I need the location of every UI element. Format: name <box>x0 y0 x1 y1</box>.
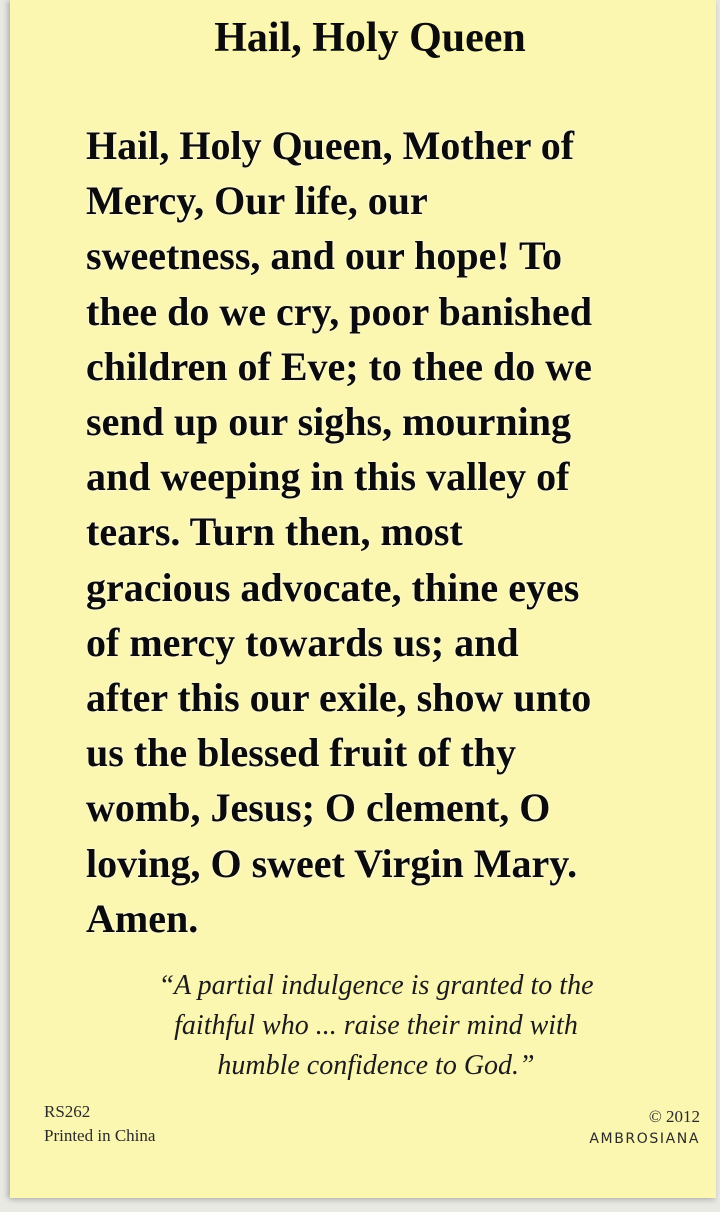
prayer-line: loving, O sweet Virgin Mary. <box>86 840 578 886</box>
prayer-line: Hail, Holy Queen, Mother of <box>86 123 575 168</box>
indulgence-quote <box>70 966 682 1086</box>
printed-in-label: Printed in China <box>44 1126 156 1145</box>
prayer-line: Amen. <box>86 895 199 941</box>
prayer-line: tears. Turn then, most <box>86 509 463 555</box>
prayer-line: thee do we cry, poor banished <box>86 288 592 334</box>
product-code: RS262 <box>44 1102 91 1121</box>
publisher-name: AMBROSIANA <box>589 1131 700 1147</box>
prayer-line: sweetness, and our hope! To <box>86 233 563 279</box>
prayer-line: children of Eve; to thee do we <box>86 343 592 389</box>
prayer-line: send up our sighs, mourning <box>86 399 571 445</box>
prayer-line: gracious advocate, thine eyes <box>86 564 580 610</box>
prayer-title: Hail, Holy Queen <box>214 15 526 61</box>
prayer-card <box>10 0 716 1198</box>
prayer-line: us the blessed fruit of thy <box>86 730 517 776</box>
prayer-line: of mercy towards us; and <box>86 619 519 665</box>
prayer-line: womb, Jesus; O clement, O <box>86 785 551 831</box>
prayer-text <box>86 118 686 946</box>
print-info <box>44 1100 155 1148</box>
prayer-line: after this our exile, show unto <box>86 675 592 721</box>
quote-line: “A partial indulgence is granted to the <box>158 970 594 1001</box>
prayer-line: Mercy, Our life, our <box>86 178 428 224</box>
publisher-info <box>589 1106 700 1150</box>
copyright-notice: © 2012 <box>648 1107 700 1126</box>
quote-line: faithful who ... raise their mind with <box>174 1010 578 1041</box>
prayer-line: and weeping in this valley of <box>86 454 570 500</box>
quote-line: humble confidence to God.” <box>217 1050 535 1081</box>
